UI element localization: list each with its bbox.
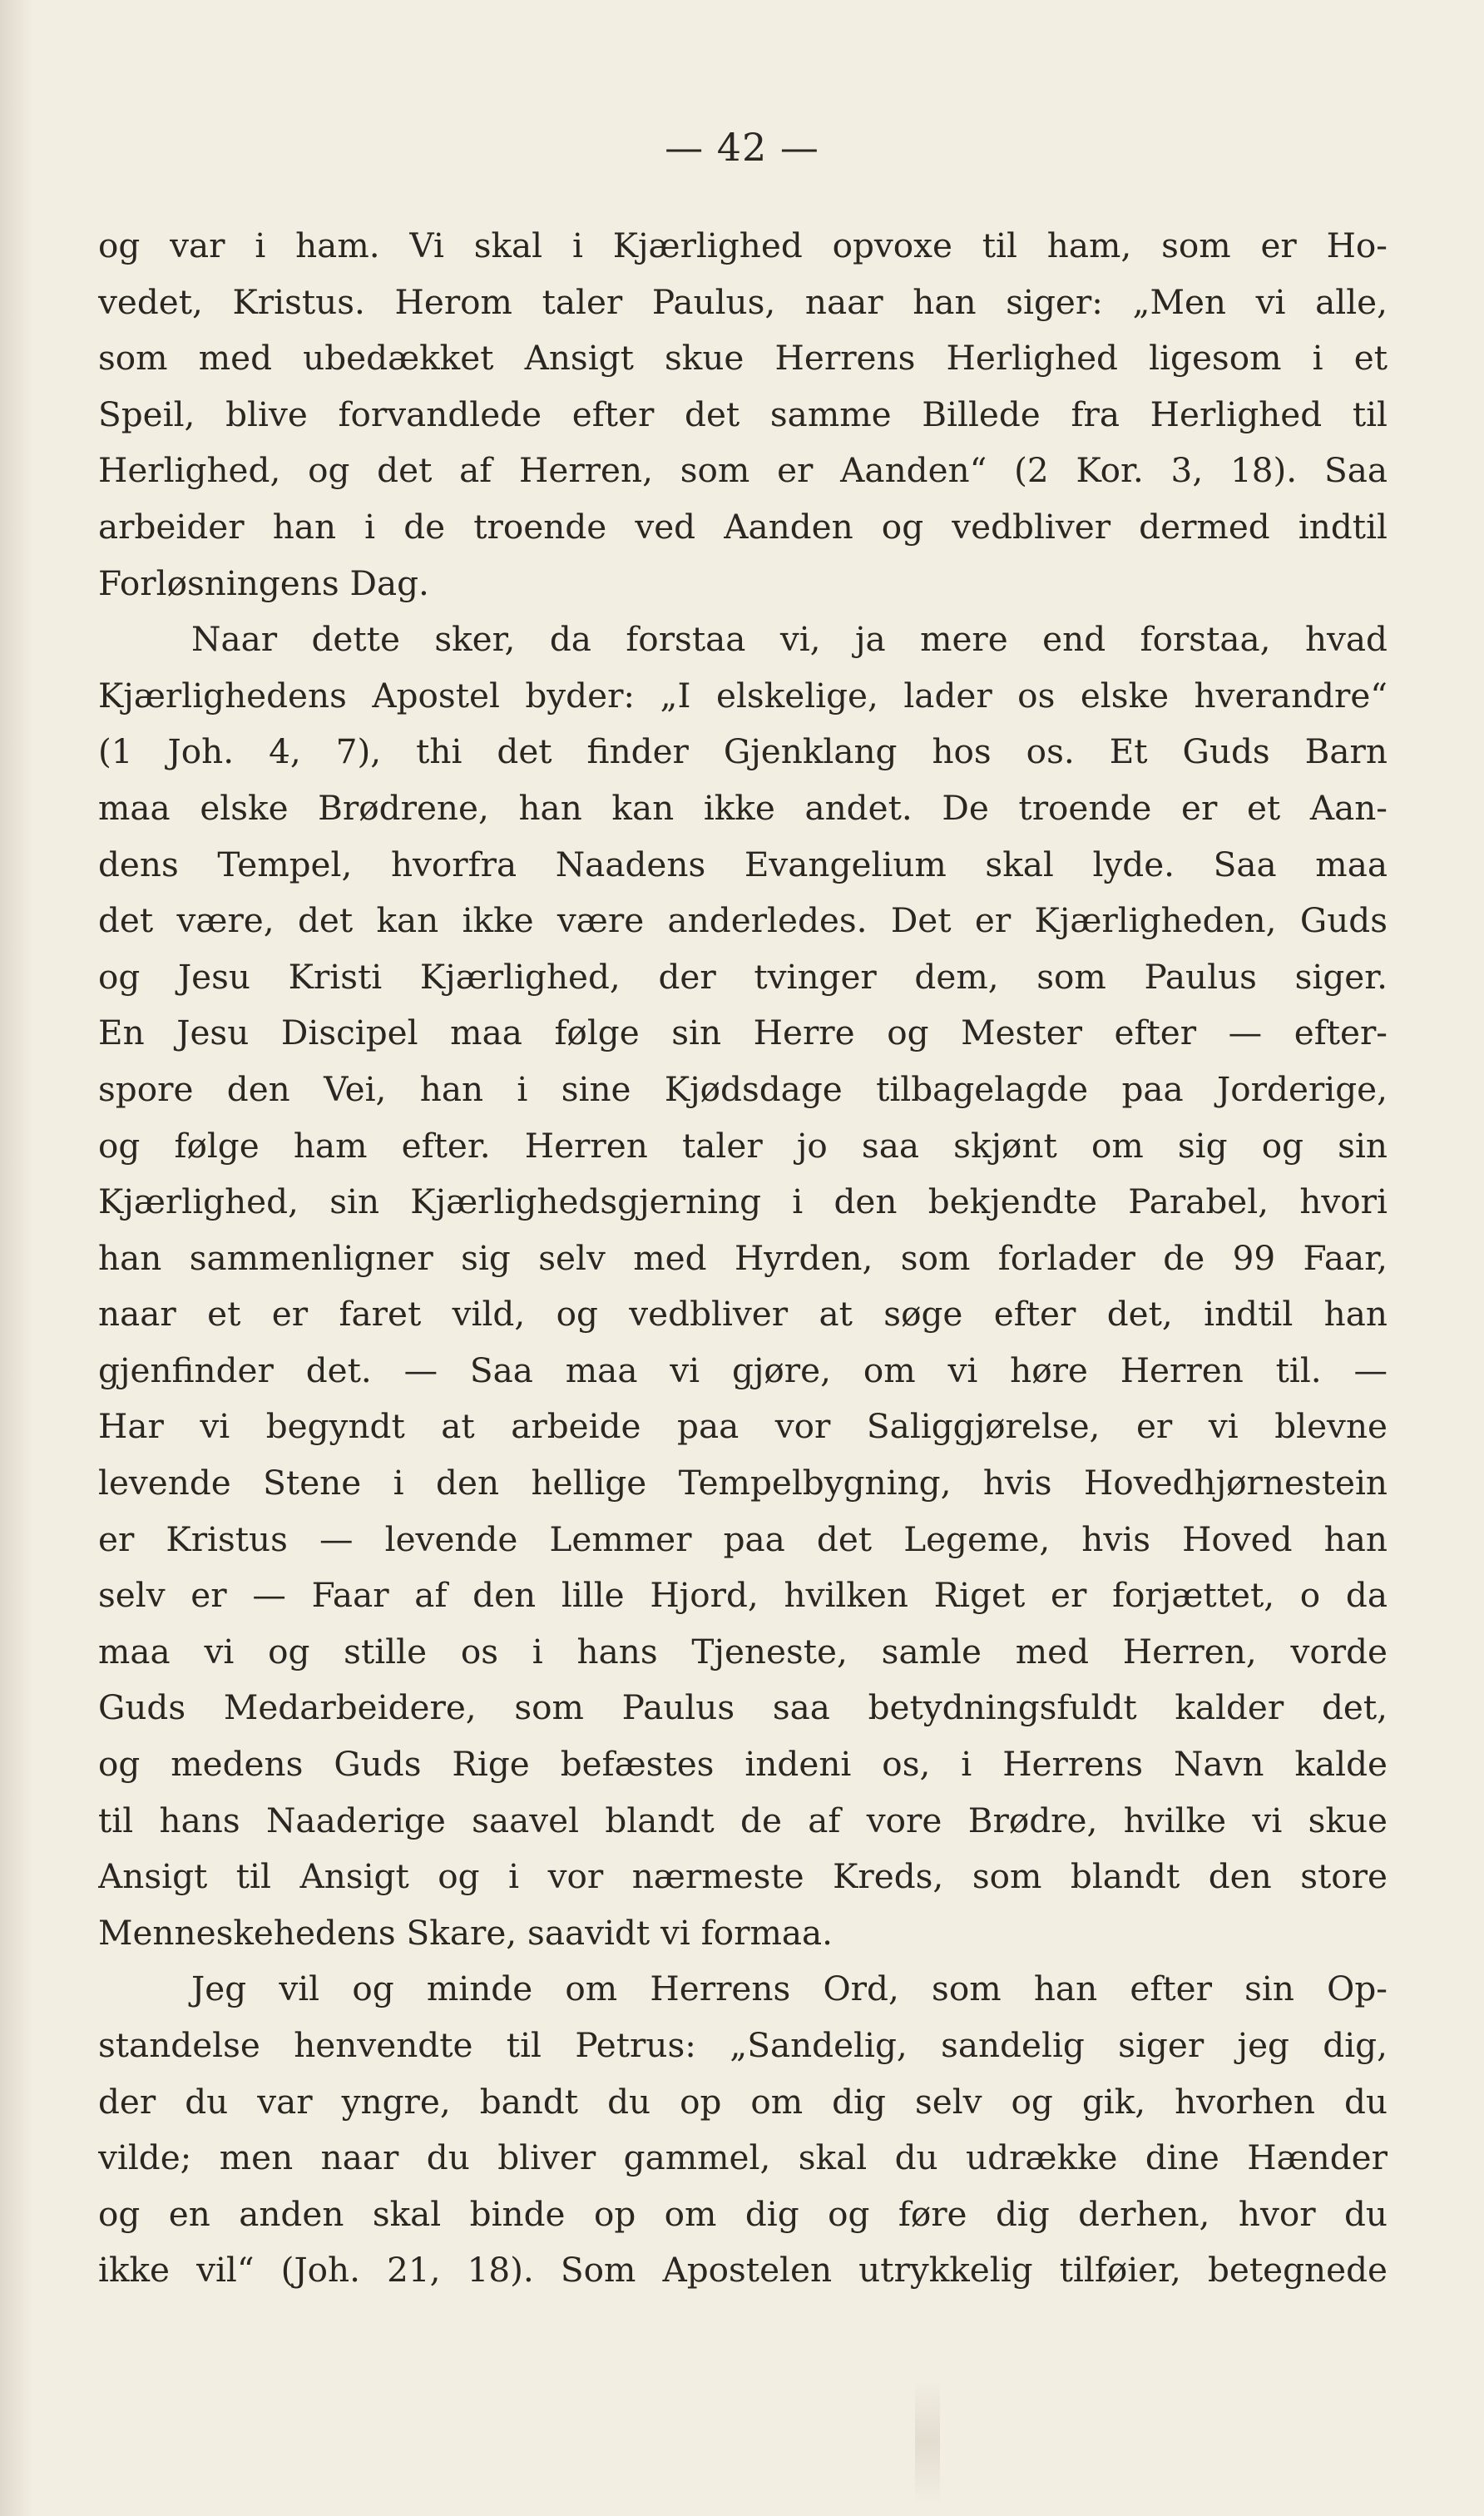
text-line: og Jesu Kristi Kjærlighed, der tvinger dem, som Paulus siger. bbox=[98, 956, 1388, 997]
text-line: ikke vil“ (Joh. 21, 18). Som Apostelen utrykkelig tilføier, betegnede bbox=[98, 2250, 1388, 2291]
text-line: og følge ham efter. Herren taler jo saa skjønt om sig og sin bbox=[98, 1125, 1388, 1166]
paper-smudge bbox=[915, 2380, 940, 2504]
text-line: Guds Medarbeidere, som Paulus saa betydningsfuldt kalder det, bbox=[98, 1687, 1388, 1728]
body-text bbox=[98, 218, 1388, 2299]
text-line: er Kristus — levende Lemmer paa det Legeme, hvis Hoved han bbox=[98, 1518, 1388, 1559]
text-line: og en anden skal binde op om dig og føre dig derhen, hvor du bbox=[98, 2193, 1388, 2234]
text-line: levende Stene i den hellige Tempelbygning, hvis Hovedhjørnestein bbox=[98, 1463, 1388, 1503]
text-line: selv er — Faar af den lille Hjord, hvilken Riget er forjættet, o da bbox=[98, 1575, 1388, 1616]
text-line: arbeider han i de troende ved Aanden og vedbliver dermed indtil bbox=[98, 506, 1388, 547]
text-line: Jeg vil og minde om Herrens Ord, som han efter sin Op- bbox=[191, 1969, 1388, 2009]
text-line: naar et er faret vild, og vedbliver at søge efter det, indtil han bbox=[98, 1294, 1388, 1335]
text-line: dens Tempel, hvorfra Naadens Evangelium skal lyde. Saa maa bbox=[98, 844, 1388, 884]
text-line: og var i ham. Vi skal i Kjærlighed opvoxe til ham, som er Ho- bbox=[98, 225, 1388, 265]
text-line: Herlighed, og det af Herren, som er Aanden“ (2 Kor. 3, 18). Saa bbox=[98, 450, 1388, 491]
text-line: Kjærlighedens Apostel byder: „I elskelige, lader os elske hverandre“ bbox=[98, 675, 1388, 716]
text-line: Kjærlighed, sin Kjærlighedsgjerning i den bekjendte Parabel, hvori bbox=[98, 1181, 1388, 1222]
text-line: maa vi og stille os i hans Tjeneste, samle med Herren, vorde bbox=[98, 1631, 1388, 1672]
text-line: spore den Vei, han i sine Kjødsdage tilbagelagde paa Jorderige, bbox=[98, 1068, 1388, 1109]
text-line: det være, det kan ikke være anderledes. Det er Kjærligheden, Guds bbox=[98, 900, 1388, 941]
page-number: — 42 — bbox=[665, 125, 819, 170]
text-line: Speil, blive forvandlede efter det samme Billede fra Herlighed til bbox=[98, 394, 1388, 434]
text-line: Menneskehedens Skare, saavidt vi formaa. bbox=[98, 1912, 834, 1953]
text-line: En Jesu Discipel maa følge sin Herre og Mester efter — efter- bbox=[98, 1013, 1388, 1053]
text-line: vilde; men naar du bliver gammel, skal du udrække dine Hænder bbox=[98, 2137, 1388, 2178]
text-line: gjenfinder det. — Saa maa vi gjøre, om vi høre Herren til. — bbox=[98, 1350, 1388, 1390]
text-line: til hans Naaderige saavel blandt de af vore Brødre, hvilke vi skue bbox=[98, 1800, 1388, 1840]
text-line: han sammenligner sig selv med Hyrden, som forlader de 99 Faar, bbox=[98, 1237, 1388, 1278]
text-line: Forløsningens Dag. bbox=[98, 562, 429, 603]
page-edge-shadow bbox=[0, 0, 33, 2516]
text-line: som med ubedækket Ansigt skue Herrens Herlighed ligesom i et bbox=[98, 338, 1388, 379]
text-line: og medens Guds Rige befæstes indeni os, i Herrens Navn kalde bbox=[98, 1744, 1388, 1785]
text-line: maa elske Brødrene, han kan ikke andet. De troende er et Aan- bbox=[98, 787, 1388, 828]
text-line: standelse henvendte til Petrus: „Sandelig, sandelig siger jeg dig, bbox=[98, 2025, 1388, 2065]
text-line: der du var yngre, bandt du op om dig selv og gik, hvorhen du bbox=[98, 2081, 1388, 2122]
text-line: (1 Joh. 4, 7), thi det finder Gjenklang hos os. Et Guds Barn bbox=[98, 731, 1388, 772]
text-line: Ansigt til Ansigt og i vor nærmeste Kreds, som blandt den store bbox=[98, 1856, 1388, 1897]
text-line: vedet, Kristus. Herom taler Paulus, naar han siger: „Men vi alle, bbox=[98, 281, 1388, 322]
text-line: Naar dette sker, da forstaa vi, ja mere end forstaa, hvad bbox=[191, 619, 1388, 660]
text-line: Har vi begyndt at arbeide paa vor Saliggjørelse, er vi blevne bbox=[98, 1406, 1388, 1447]
